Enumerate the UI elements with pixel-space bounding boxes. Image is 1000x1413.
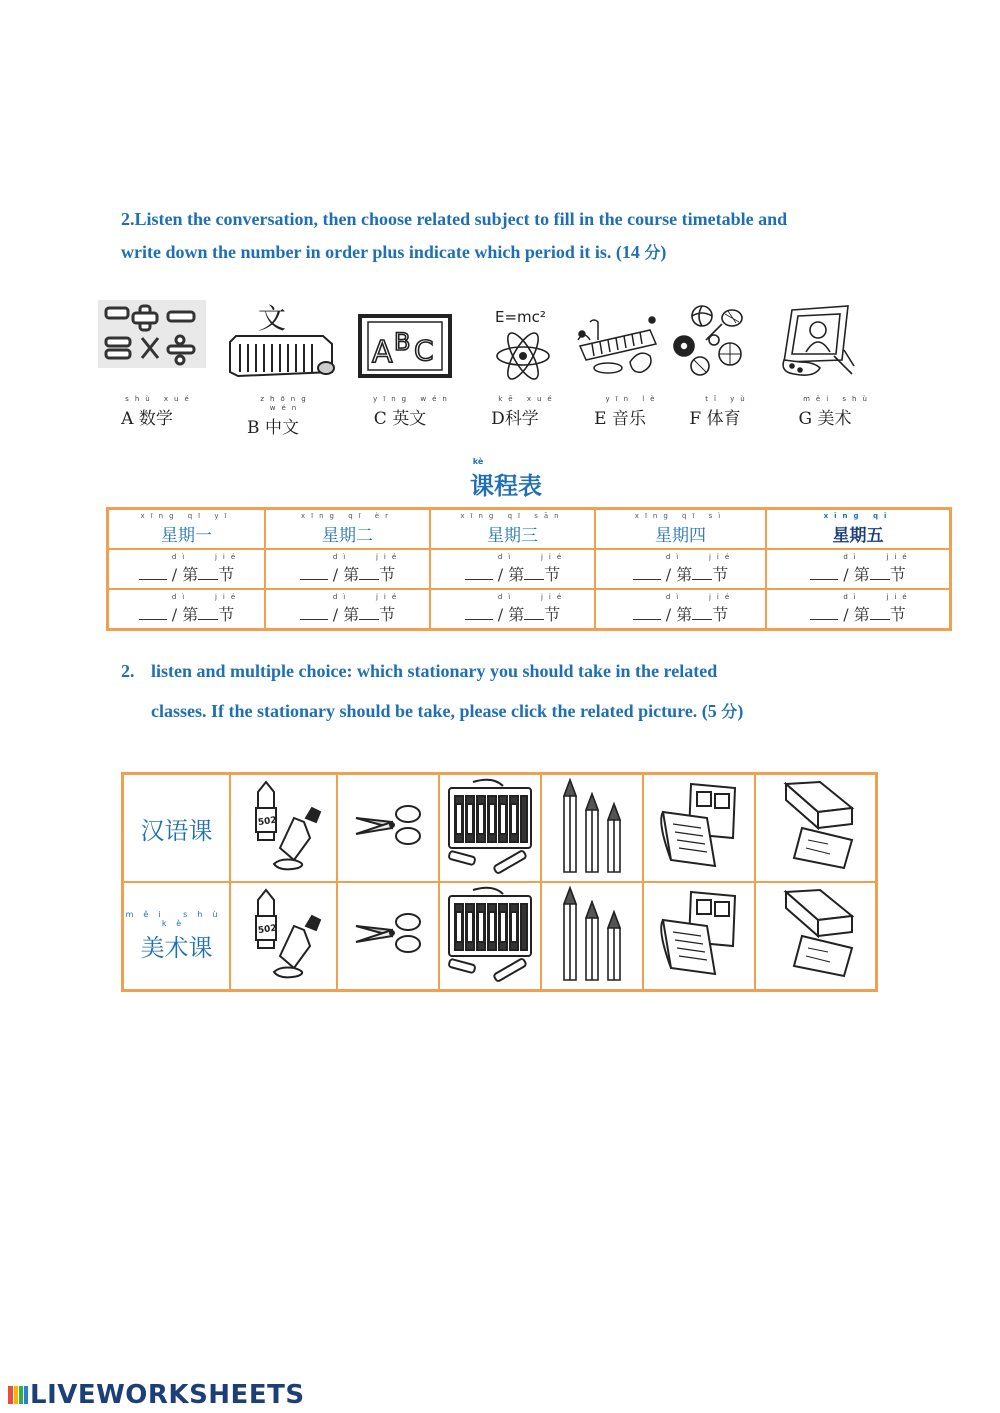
slot-friday-2[interactable]: dì jié / 第 节 (766, 589, 951, 630)
slot-monday-1[interactable]: dì jié / 第 节 (108, 549, 266, 589)
subject-label-g: měi shù G 美术 (798, 395, 873, 429)
glue-drawing (244, 778, 324, 874)
subject-label-d: kē xué D科学 (491, 395, 558, 429)
stationery-choice-table (121, 772, 878, 992)
eraser-icon[interactable] (755, 882, 877, 991)
art-palette-icon (778, 300, 858, 380)
pencils-icon[interactable] (541, 882, 643, 991)
glue-icon[interactable] (230, 882, 337, 991)
timetable-title: kè 课程表 (470, 457, 542, 500)
day-wednesday: xīng qī sān 星期三 (430, 509, 595, 550)
scissors-icon[interactable] (337, 774, 439, 883)
slot-tuesday-1[interactable]: dì jié / 第 节 (265, 549, 430, 589)
slot-wednesday-2[interactable]: dì jié / 第 节 (430, 589, 595, 630)
stationery-row-art-class (123, 882, 877, 991)
slot-tuesday-2[interactable]: dì jié / 第 节 (265, 589, 430, 630)
sports-balls-icon (670, 300, 750, 380)
books-icon[interactable] (643, 774, 755, 883)
question-1-instructions (121, 203, 901, 269)
glue-icon[interactable] (230, 774, 337, 883)
slot-thursday-1[interactable]: dì jié / 第 节 (595, 549, 766, 589)
course-timetable (106, 507, 952, 631)
slot-wednesday-1[interactable]: dì jié / 第 节 (430, 549, 595, 589)
liveworksheets-logo: LIVEWORKSHEETS (8, 1380, 305, 1410)
slot-monday-2[interactable]: dì jié / 第 节 (108, 589, 266, 630)
timetable-row-2 (108, 589, 951, 630)
day-monday: xīng qī yī 星期一 (108, 509, 266, 550)
class-label-art: měi shù kè 美术课 (123, 882, 231, 991)
svg-text:A: A (372, 335, 393, 370)
svg-text:B: B (394, 328, 411, 356)
day-friday: xīng qī 星期五 (766, 509, 951, 550)
question-1-line-2: write down the number in order plus indicate which period it is. (14 分) (121, 242, 667, 262)
math-symbols-icon (98, 300, 206, 368)
music-instruments-icon (570, 300, 662, 380)
abc-board-icon (358, 300, 454, 380)
question-2-number: 2. (121, 661, 135, 681)
slot-thursday-2[interactable]: dì jié / 第 节 (595, 589, 766, 630)
books-icon[interactable] (643, 882, 755, 991)
slot-friday-1[interactable]: dì jié / 第 节 (766, 549, 951, 589)
scissors-icon[interactable] (337, 882, 439, 991)
eraser-icon[interactable] (755, 774, 877, 883)
question-2-line-2: classes. If the stationary should be take, please click the related picture. (5 分) (151, 701, 744, 721)
subject-label-e: yīn lè E 音乐 (594, 395, 661, 429)
timetable-header-row (108, 509, 951, 550)
subject-label-c: yīng wén C 英文 (373, 395, 453, 429)
day-tuesday: xīng qī èr 星期二 (265, 509, 430, 550)
markers-box-icon[interactable] (439, 774, 541, 883)
subject-label-f: tǐ yù F 体育 (689, 395, 751, 429)
svg-text:文: 文 (258, 302, 287, 335)
chinese-scroll-icon (228, 300, 336, 380)
svg-text:E=mc²: E=mc² (495, 308, 546, 326)
pencils-icon[interactable] (541, 774, 643, 883)
atom-icon (490, 300, 560, 382)
question-1-line-1: 2.Listen the conversation, then choose related subject to fill in the course timetable and (121, 209, 788, 229)
stationery-row-chinese-class (123, 774, 877, 883)
subject-label-b: zhōng wén B 中文 (247, 395, 312, 438)
timetable-row-1 (108, 549, 951, 589)
class-label-chinese: 汉语课 (123, 774, 231, 883)
subject-label-a: shù xué A 数学 (121, 395, 195, 429)
svg-text:C: C (414, 334, 434, 367)
markers-box-icon[interactable] (439, 882, 541, 991)
day-thursday: xīng qī sì 星期四 (595, 509, 766, 550)
question-2-line-1: listen and multiple choice: which stationary you should take in the related (151, 661, 718, 681)
liveworksheets-logo-icon (8, 1383, 28, 1405)
